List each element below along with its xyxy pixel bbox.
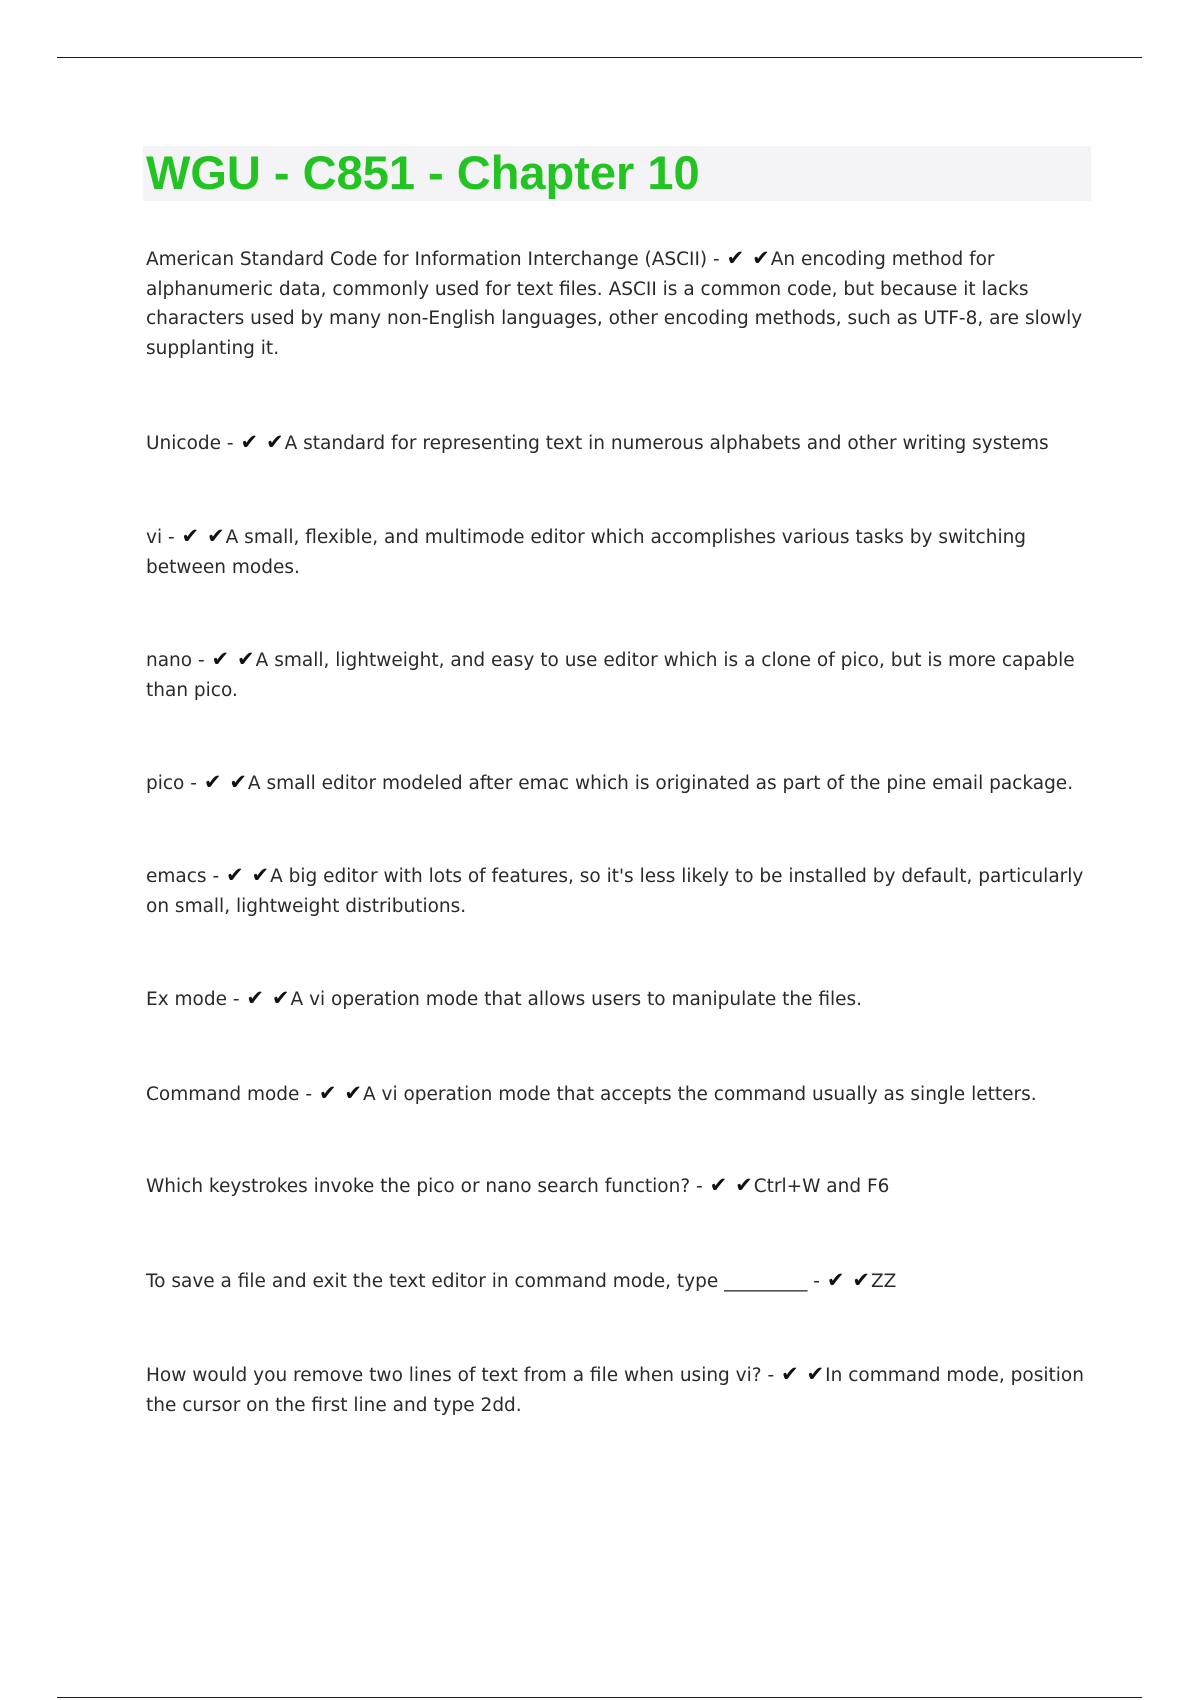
flashcard-entry: vi - ✔ ✔A small, flexible, and multimode editor which accomplishes various tasks by switching between modes. [146, 524, 1027, 578]
entry-term: How would you remove two lines of text from a file when using vi? [146, 1365, 762, 1386]
flashcard-entry: American Standard Code for Information Interchange (ASCII) - ✔ ✔An encoding method for alphanumeric data, commonly used for text files. ASCII is a common code, but because it lacks characters used by many non-English languages, other encoding methods, such as UTF-8, are slowly supplanting it. [146, 246, 1083, 359]
entry-definition: An encoding method for alphanumeric data, commonly used for text files. ASCII is a common code, but because it lacks characters used by many non-English languages, other encoding methods, such as UTF-8, are slowly supplanting it. [146, 249, 1083, 359]
flashcard-entry: To save a file and exit the text editor in command mode, type _________ - ✔ ✔ZZ [146, 1268, 897, 1292]
entry-term: nano [146, 650, 193, 671]
entry-definition: A small, flexible, and multimode editor which accomplishes various tasks by switching between modes. [146, 527, 1027, 578]
check-icon: ✔ [735, 1173, 753, 1197]
check-icon: ✔ [826, 1268, 845, 1292]
flashcard-entry: Unicode - ✔ ✔A standard for representing text in numerous alphabets and other writing systems [146, 430, 1049, 454]
entry-definition: A vi operation mode that allows users to manipulate the files. [290, 989, 863, 1010]
page-title: WGU - C851 - Chapter 10 [146, 146, 700, 199]
check-icon: ✔ [265, 430, 284, 454]
check-icon: ✔ [226, 863, 244, 887]
check-icon: ✔ [781, 1362, 799, 1386]
flashcard-entry: Ex mode - ✔ ✔A vi operation mode that allows users to manipulate the files. [146, 986, 863, 1010]
check-icon: ✔ [240, 430, 259, 454]
entry-term: Which keystrokes invoke the pico or nano search function? [146, 1176, 691, 1197]
entry-term: Command mode [146, 1084, 300, 1105]
check-icon: ✔ [251, 863, 270, 887]
entry-term: emacs [146, 866, 207, 887]
check-icon: ✔ [181, 524, 200, 548]
entry-definition: Ctrl+W and F6 [753, 1176, 890, 1197]
entry-term: To save a file and exit the text editor in command mode, type _________ [146, 1271, 808, 1292]
check-icon: ✔ [207, 524, 225, 548]
flashcard-entry: nano - ✔ ✔A small, lightweight, and easy to use editor which is a clone of pico, but is more capable than pico. [146, 647, 1075, 701]
entry-definition: A big editor with lots of features, so it's less likely to be installed by default, particularly on small, lightweight distributions. [146, 866, 1084, 917]
check-icon: ✔ [318, 1081, 337, 1105]
check-icon: ✔ [806, 1362, 825, 1386]
check-icon: ✔ [203, 770, 222, 794]
flashcard-entry: How would you remove two lines of text from a file when using vi? - ✔ ✔In command mode, position the cursor on the first line and type 2dd. [146, 1362, 1084, 1416]
check-icon: ✔ [271, 986, 290, 1010]
entry-term: pico [146, 773, 185, 794]
entry-term: Unicode [146, 433, 222, 454]
entry-definition: ZZ [870, 1271, 897, 1292]
entry-definition: A vi operation mode that accepts the command usually as single letters. [362, 1084, 1037, 1105]
entry-definition: A small, lightweight, and easy to use editor which is a clone of pico, but is more capable than pico. [146, 650, 1075, 701]
check-icon: ✔ [211, 647, 230, 671]
entry-term: American Standard Code for Information Interchange (ASCII) [146, 249, 708, 270]
check-icon: ✔ [344, 1081, 362, 1105]
check-icon: ✔ [237, 647, 255, 671]
flashcard-entry: emacs - ✔ ✔A big editor with lots of features, so it's less likely to be installed by default, particularly on small, lightweight distributions. [146, 863, 1084, 917]
check-icon: ✔ [229, 770, 247, 794]
check-icon: ✔ [726, 246, 745, 270]
flashcard-entry: Which keystrokes invoke the pico or nano search function? - ✔ ✔Ctrl+W and F6 [146, 1173, 890, 1197]
check-icon: ✔ [709, 1173, 728, 1197]
entry-definition: In command mode, position the cursor on the first line and type 2dd. [146, 1365, 1084, 1416]
check-icon: ✔ [852, 1268, 870, 1292]
entry-definition: A small editor modeled after emac which is originated as part of the pine email package. [247, 773, 1074, 794]
check-icon: ✔ [246, 986, 265, 1010]
top-divider [57, 57, 1142, 58]
check-icon: ✔ [752, 246, 770, 270]
entry-definition: A standard for representing text in numerous alphabets and other writing systems [284, 433, 1049, 454]
entry-term: Ex mode [146, 989, 227, 1010]
entry-term: vi [146, 527, 163, 548]
flashcard-entry: pico - ✔ ✔A small editor modeled after emac which is originated as part of the pine email package. [146, 770, 1074, 794]
bottom-divider [57, 1697, 1142, 1698]
flashcard-entry: Command mode - ✔ ✔A vi operation mode that accepts the command usually as single letters. [146, 1081, 1037, 1105]
